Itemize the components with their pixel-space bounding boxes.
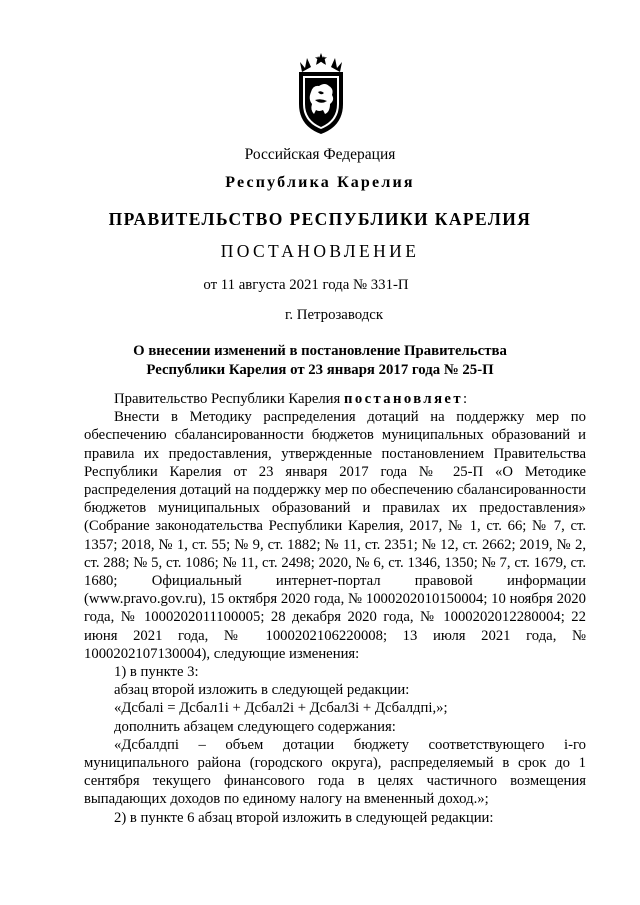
karelia-coat-of-arms-emblem xyxy=(294,52,348,136)
document-type: ПОСТАНОВЛЕНИЕ xyxy=(220,241,420,261)
subject-line-2: Республики Карелия от 23 января 2017 года № 25-П xyxy=(146,362,494,378)
document-subject xyxy=(0,342,640,380)
formula-line: «Дсбалi = Дсбал1i + Дсбал2i + Дсбал3i + Дсбалдпi,»; xyxy=(114,700,448,717)
main-paragraph: Внести в Методику распределения дотаций на поддержку мер по обеспечению сбалансированности бюджетов муниципальных образований и правила их предоставления, утвержденные постановлением Правительства Республики Карелия от 23 января 2017 года № 25-П «О Методике распределения дотаций на поддержку мер по обеспечению сбалансированности бюджетов муниципальных образований и правилах их предоставления» (Собрание законодательства Республики Карелия, 2017, № 1, ст. 66; № 7, ст. 1357; 2018, № 1, ст. 55; № 9, ст. 1882; № 11, ст. 2351; № 12, ст. 2662; 2019, № 2, ст. 288; № 5, ст. 1086; № 11, ст. 2498; 2020, № 6, ст. 1346, 1350; № 7, ст. 1679, ст. 1680; Официальный интернет-портал правовой информации (www.pravo.gov.ru), 15 октября 2020 года, № 1000202010150004; 10 ноября 2020 года, № 1000202011100005; 28 декабря 2020 года, № 1000202012280004; 22 июня 2021 года, № 1000202106220008; 13 июля 2021 года, № 1000202107130004), следующие изменения: xyxy=(84,409,586,662)
item-1: 1) в пункте 3: xyxy=(114,664,199,681)
country-name: Российская Федерация xyxy=(244,146,396,163)
document-date-number: от 11 августа 2021 года № 331-П xyxy=(203,277,409,293)
resolves-word: постановляет xyxy=(343,391,463,407)
government-title: ПРАВИТЕЛЬСТВО РЕСПУБЛИКИ КАРЕЛИЯ xyxy=(108,209,532,229)
republic-name: Республика Карелия xyxy=(225,174,415,191)
item-2: 2) в пункте 6 абзац второй изложить в следующей редакции: xyxy=(114,809,494,826)
item-1-paragraph-b: дополнить абзацем следующего содержания: xyxy=(114,718,396,735)
resolves-paragraph: Правительство Республики Карелия постановляет: xyxy=(114,391,468,407)
document-city: г. Петрозаводск xyxy=(284,307,384,323)
document-body xyxy=(84,390,586,827)
definition-paragraph: «Дсбалдпi – объем дотации бюджету соответствующего i-го муниципального района (городского округа), распределяемый в срок до 1 сентября текущего финансового года в целях частичного возмещения выпадающих доходов по единому налогу на вмененный доход.»; xyxy=(84,736,586,808)
subject-line-1: О внесении изменений в постановление Правительства xyxy=(133,343,507,359)
item-1-paragraph-a: абзац второй изложить в следующей редакции: xyxy=(114,682,410,699)
